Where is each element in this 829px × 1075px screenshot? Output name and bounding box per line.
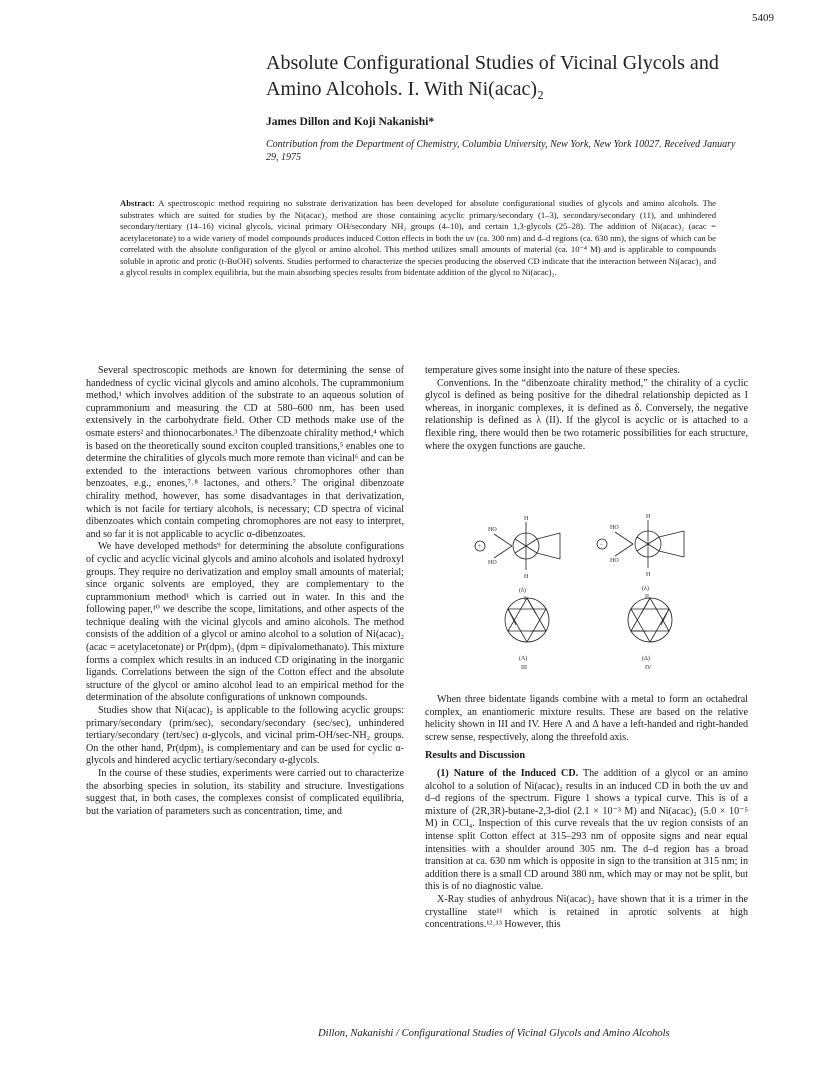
sign-plus-label: + <box>478 544 482 550</box>
h-label: H <box>646 572 651 578</box>
h-label: H <box>524 574 529 580</box>
paragraph: We have developed methods⁹ for determining the absolute configurations of cyclic and acyclic vicinal glycols and amino alcohols and isolated hydroxyl groups. They require no derivatization and employ small amounts of material; since organic solvents are employed, they are complementary to the cuprammonium method¹ which is carried out in water. In this and the following paper,¹⁰ we describe the scope, limitations, and other aspects of the technique dealing with the vicinal glycols and amino alcohols. The method consists of the addition of a glycol or amino alcohol to a solution of Ni(acac)₂ (acac = acetylacetonate) or Pr(dpm)₃ (dpm = dipivalomethanato). This mixture forms a complex which results in an induced CD originating in the inorganic ligands. Correlations between the sign of the Cotton effect and the absolute structure of the glycol or amino alcohol lead to an empirical method for the determination of the absolute configurations of unknown compounds. <box>86 541 404 704</box>
paragraph: In the course of these studies, experiments were carried out to characterize the absorbing species in solution, its stability and structure. Investigations suggest that, in both cases, the complexes consist of complicated equilibria, but the variation of parameters such as concentration, time, and <box>86 768 404 817</box>
structure-II-sign: (λ) <box>642 586 649 592</box>
body-column-right-bottom <box>425 694 748 932</box>
structure-III-sign: (Λ) <box>519 656 528 662</box>
paragraph: When three bidentate ligands combine with a metal to form an octahedral complex, an enantiomeric mixture results. These are based on the relative helicity shown in III and IV. Here Λ and Δ have a left-handed and right-handed screw sense, respectively, along the threefold axis. <box>425 694 748 743</box>
h-label: H <box>646 514 651 520</box>
paragraph: Several spectroscopic methods are known for determining the sense of handedness of cyclic vicinal glycols and amino alcohols. The cuprammonium method,¹ which involves addition of the substrate to an aqueous solution of cuprammonium and measuring the CD at 580–600 nm, has been used extensively in the carbohydrate field. Other CD methods make use of the osmate esters² and thionocarbonates.³ The dibenzoate chirality method,⁴ which is based on the theoretically sound exciton coupled transitions,⁵ enables one to determine the chiralities of glycols much more remote than vicinal⁶ and can be extended to the interactions between various chromophores other than benzoates, e.g., enones,⁷˒⁸ lactones, and others.⁷ The original dibenzoate chirality method, however, has some disadvantages in that derivatization, which is not facile for tertiary alcohols, is necessary; CD spectra of vicinal dibenzoates which contain competing chromophores are not easy to interpret, and so far it is not applicable to acyclic α-dibenzoates. <box>86 365 404 540</box>
ho-label: HO <box>610 558 619 564</box>
body-column-left <box>86 365 404 818</box>
affiliation: Contribution from the Department of Chemistry, Columbia University, New York, New York 10027. Received January 29, 1975 <box>266 139 736 163</box>
authors: James Dillon and Koji Nakanishi* <box>266 116 435 128</box>
paragraph: temperature gives some insight into the nature of these species. <box>425 365 681 376</box>
body-column-right-top <box>425 365 748 453</box>
structure-I-sign: (δ) <box>519 588 526 594</box>
structure-III-number: III <box>521 665 527 671</box>
abstract-text: A spectroscopic method requiring no substrate derivatization has been developed for absolute configurational studies of glycols and amino alcohols. The substrates which are suited for studies by the Ni(acac)₂ method are those containing acyclic primary/secondary (1–3), secondary/secondary (11), and unhindered secondary/tertiary (14–16) vicinal glycols, vicinal primary OH/secondary NH₂ groups (4–10), and certain 1,3-glycols (25–28). The addition of Ni(acac)₂ (acac = acetylacetonate) to a wide variety of model compounds produces induced Cotton effects in both the uv (ca. 300 nm) and d–d regions (ca. 630 nm), the signs of which can be correlated with the absolute configuration of the glycol or amino alcohol. This method utilizes small amounts of material (ca. 10⁻⁴ M) and is applicable to compounds soluble in aprotic and protic (t-BuOH) solvents. Studies performed to characterize the species producing the observed CD indicate that the interaction between Ni(acac)₂ and a glycol results in complex equilibria, but the main absorbing species results from bidentate addition of the glycol to Ni(acac)₂. <box>120 198 716 277</box>
subsection-heading: (1) Nature of the Induced CD. <box>437 767 579 779</box>
paragraph: X-Ray studies of anhydrous Ni(acac)₂ have shown that it is a trimer in the crystalline state¹¹ which is retained in aprotic solvents at high concentrations.¹²˒¹³ However, this <box>425 893 748 931</box>
structure-IV-number: IV <box>645 665 652 671</box>
h-label: H <box>524 516 529 522</box>
ho-label: HO <box>610 525 619 531</box>
article-title: Absolute Configurational Studies of Vicinal Glycols and Amino Alcohols. I. With Ni(acac)₂ <box>266 52 719 100</box>
conventions-paragraph: Conventions. In the “dibenzoate chirality method,” the chirality of a cyclic glycol is defined as being positive for the dihedral relationship depicted as I whereas, in inorganic complexes, it is defined as δ. Conversely, the negative relationship is defined as λ (II). If the glycol is acyclic or is attached to a flexible ring, there would then be two rotameric possibilities for each structure, where the oxygen functions are gauche. <box>425 377 748 452</box>
abstract <box>120 198 716 279</box>
paragraph <box>425 768 748 894</box>
abstract-label: Abstract: <box>120 198 155 208</box>
structure-figure <box>470 512 700 688</box>
running-footer: Dillon, Nakanishi / Configurational Studies of Vicinal Glycols and Amino Alcohols <box>318 1028 670 1039</box>
paragraph-text: The addition of a glycol or an amino alcohol to a solution of Ni(acac)₂ results in an induced CD in both the uv and d–d regions of the spectrum. Figure 1 shows a typical curve. This is of a mixture of (2R,3R)-butane-2,3-diol (2.1 × 10⁻³ M) and Ni(acac)₂ (5.0 × 10⁻⁵ M) in CCl₄. Inspection of this curve reveals that the uv region consists of an intense split Cotton effect at 315–293 nm of opposite signs and near equal intensities with a shoulder around 305 nm. The d–d region has a broad transition at ca. 630 nm which is opposite in sign to the transition at 315 nm; in addition there is a small CD around 380 nm, which may or may not be split, but this is of no diagnostic value. <box>425 767 748 893</box>
page-number: 5409 <box>752 12 774 24</box>
ho-label: HO <box>488 527 497 533</box>
structure-IV-sign: (Δ) <box>642 656 650 662</box>
ho-label: HO <box>488 560 497 566</box>
section-heading: Results and Discussion <box>425 750 526 762</box>
structure-III <box>505 598 549 642</box>
structure-II-number: II <box>645 594 649 600</box>
sign-minus-label: − <box>600 542 604 548</box>
structure-I-number: I <box>524 596 526 602</box>
structure-IV <box>628 598 672 642</box>
paragraph: Studies show that Ni(acac)₂ is applicable to the following acyclic groups: primary/secondary (prim/sec), secondary/secondary (sec/sec), unhindered tertiary/secondary (tert/sec) α-glycols, and vicinal prim-OH/sec-NH₂ groups. On the other hand, Pr(dpm)₃ is complementary and can be used for cyclic α-glycols and hindered acyclic tertiary/secondary α-glycols. <box>86 705 404 767</box>
